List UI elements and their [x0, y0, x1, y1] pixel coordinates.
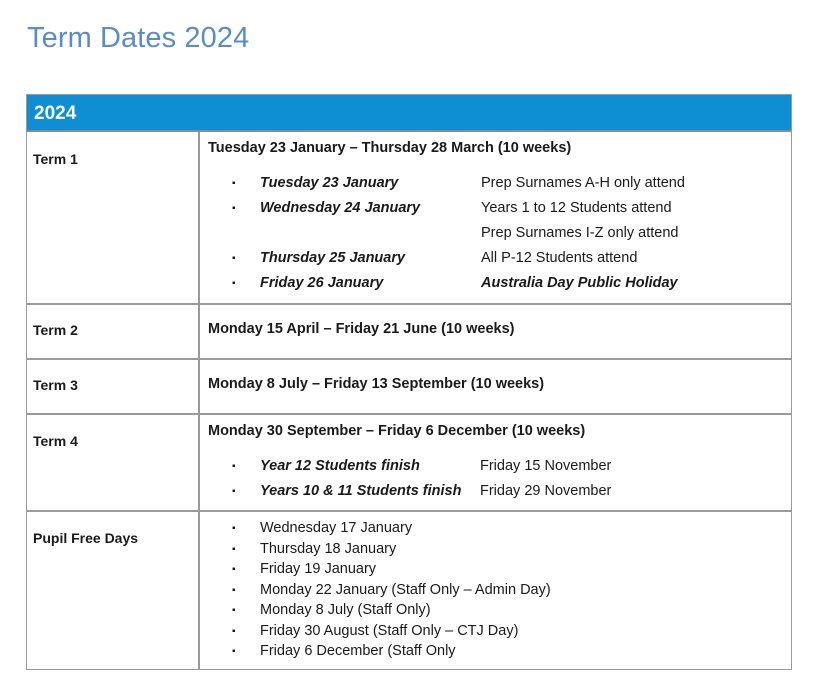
term-content — [200, 415, 791, 510]
term-range: Monday 15 April – Friday 21 June (10 weeks) — [208, 321, 515, 337]
term-content — [200, 360, 791, 413]
table-header: 2024 — [27, 95, 791, 132]
item-date: Friday 26 January — [260, 275, 384, 291]
pupil-free-date: Friday 30 August (Staff Only – CTJ Day) — [260, 622, 519, 639]
term-row-2 — [27, 305, 791, 360]
item-note: Prep Surnames A-H only attend — [481, 175, 685, 191]
item-date: Friday 15 November — [480, 458, 612, 474]
bullet-icon: ▪ — [232, 605, 236, 616]
pupil-free-item — [208, 561, 768, 581]
pupil-free-item — [208, 623, 768, 643]
pupil-free-date: Friday 19 January — [260, 561, 377, 577]
item-note: All P-12 Students attend — [481, 250, 638, 266]
bullet-icon: ▪ — [232, 486, 236, 497]
term-row-1 — [27, 132, 791, 305]
pupil-free-item — [208, 520, 768, 540]
bullet-icon: ▪ — [232, 178, 236, 189]
item-note: Years 1 to 12 Students attend — [481, 200, 672, 216]
term-label: Term 3 — [27, 360, 200, 413]
term-4-item — [208, 483, 768, 503]
bullet-icon: ▪ — [232, 584, 236, 596]
pupil-free-item — [208, 643, 768, 663]
pupil-free-item — [208, 602, 768, 622]
pupil-free-date: Wednesday 17 January — [260, 520, 413, 536]
item-date: Wednesday 24 January — [260, 200, 421, 216]
page-title: Term Dates 2024 — [27, 22, 250, 54]
pupil-free-label: Pupil Free Days — [27, 512, 200, 669]
term-content — [200, 305, 791, 358]
bullet-icon: ▪ — [232, 564, 236, 575]
term-label: Term 4 — [27, 415, 200, 510]
pupil-free-row — [27, 512, 791, 669]
term-label: Term 2 — [27, 305, 200, 358]
term-dates-table — [26, 94, 792, 670]
term-1-item — [208, 175, 768, 195]
term-1-item — [208, 250, 768, 270]
pupil-free-date: Monday 8 July (Staff Only) — [260, 602, 431, 618]
term-row-4 — [27, 415, 791, 512]
term-range: Tuesday 23 January – Thursday 28 March (10 weeks) — [208, 140, 572, 156]
pupil-free-content — [200, 512, 791, 669]
pupil-free-item — [208, 582, 768, 602]
bullet-icon: ▪ — [232, 278, 236, 289]
item-date: Friday 29 November — [480, 483, 612, 499]
item-event: Year 12 Students finish — [260, 458, 420, 474]
pupil-free-date: Monday 22 January (Staff Only – Admin Day) — [260, 581, 551, 598]
item-note: Prep Surnames I-Z only attend — [481, 225, 679, 241]
term-label: Term 1 — [27, 132, 200, 303]
term-content — [200, 132, 791, 303]
term-4-item — [208, 458, 768, 478]
item-date: Tuesday 23 January — [260, 175, 399, 191]
pupil-free-date: Friday 6 December (Staff Only — [260, 643, 456, 659]
term-1-item — [208, 275, 768, 295]
item-note: Australia Day Public Holiday — [481, 275, 678, 291]
term-row-3 — [27, 360, 791, 415]
term-1-item — [208, 200, 768, 220]
bullet-icon: ▪ — [232, 646, 236, 657]
bullet-icon: ▪ — [232, 523, 236, 534]
bullet-icon: ▪ — [232, 625, 236, 637]
bullet-icon: ▪ — [232, 253, 236, 264]
bullet-icon: ▪ — [232, 461, 236, 472]
term-range: Monday 8 July – Friday 13 September (10 weeks) — [208, 376, 545, 392]
pupil-free-item — [208, 541, 768, 561]
bullet-icon: ▪ — [232, 543, 236, 555]
item-date: Thursday 25 January — [260, 250, 406, 266]
bullet-icon: ▪ — [232, 203, 236, 214]
term-range: Monday 30 September – Friday 6 December (10 weeks) — [208, 423, 586, 439]
item-event: Years 10 & 11 Students finish — [260, 483, 462, 499]
pupil-free-date: Thursday 18 January — [260, 540, 397, 557]
term-1-item — [208, 225, 768, 245]
